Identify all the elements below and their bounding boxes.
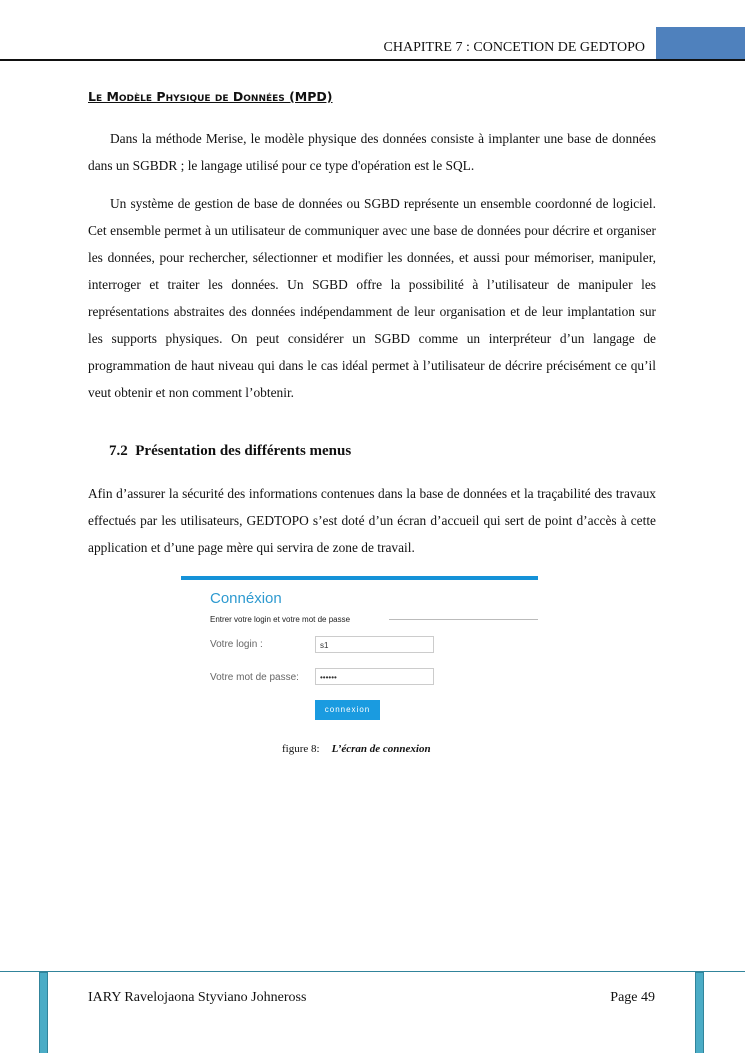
section-title: Le Modèle Physique de Données (MPD) xyxy=(88,89,333,104)
subsection-number: 7.2 xyxy=(109,443,128,459)
footer-rule xyxy=(0,971,745,972)
login-screenshot-figure xyxy=(181,576,538,726)
figure-caption xyxy=(282,743,431,755)
body-text-2 xyxy=(88,480,656,572)
connexion-button: connexion xyxy=(315,700,380,720)
login-title: Connéxion xyxy=(210,590,282,607)
footer-author: IARY Ravelojaona Styviano Johneross xyxy=(88,990,307,1005)
header-rule xyxy=(0,59,745,61)
footer-page-number: Page 49 xyxy=(610,990,655,1005)
password-input: •••••• xyxy=(315,668,434,685)
paragraph: Un système de gestion de base de données ou SGBD représente un ensemble coordonné de logiciel. Cet ensemble permet à un utilisateur de communiquer avec une base de données pour décrire et organiser les données, pour rechercher, sélectionner et modifier les données, et aussi pour mémoriser, manipuler, interroger et traiter les données. Un SGBD offre la possibilité à l’utilisateur de manipuler les représentations abstraites des données indépendamment de leur organisation et de leur implantation sur les supports physiques. On peut considérer un SGBD comme un interpréteur d’un langage de programmation de haut niveau qui dans le cas idéal permet à l’utilisateur de décrire précisément ce qu’il veut obtenir et non comment l’obtenir. xyxy=(88,196,656,400)
login-input: s1 xyxy=(315,636,434,653)
caption-number: figure 8: xyxy=(282,743,320,755)
login-legend: Entrer votre login et votre mot de passe xyxy=(210,615,351,624)
paragraph: Afin d’assurer la sécurité des informations contenues dans la base de données et la traçabilité des travaux effectués par les utilisateurs, GEDTOPO s’est doté d’un écran d’accueil qui sert de point d’accès à cette application et d’une page mère qui servira de zone de travail. xyxy=(88,486,656,555)
legend-rule xyxy=(389,619,538,620)
caption-text: L’écran de connexion xyxy=(331,743,431,755)
figure-top-bar xyxy=(181,576,538,580)
password-label: Votre mot de passe: xyxy=(210,672,299,683)
login-label: Votre login : xyxy=(210,639,263,650)
subsection-title: Présentation des différents menus xyxy=(135,443,352,459)
chapter-header: CHAPITRE 7 : CONCETION DE GEDTOPO xyxy=(383,40,645,55)
footer-right-bar xyxy=(695,972,704,1053)
subsection-heading xyxy=(109,443,351,460)
footer-left-bar xyxy=(39,972,48,1053)
body-text xyxy=(88,125,656,417)
header-accent-box xyxy=(656,27,745,60)
paragraph: Dans la méthode Merise, le modèle physique des données consiste à implanter une base de données dans un SGBDR ; le langage utilisé pour ce type d'opération est le SQL. xyxy=(88,131,656,173)
